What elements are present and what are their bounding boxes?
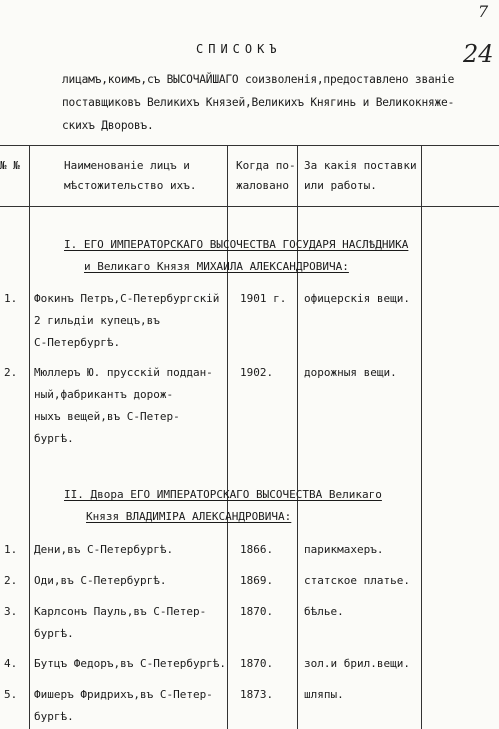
s2-entry-3-goods: бѣлье.: [304, 605, 344, 618]
column-divider-1: [29, 145, 30, 729]
s1-entry-1-name-line-2: 2 гильдіи купецъ,въ: [34, 314, 160, 327]
s1-entry-2-name-line-1: Мюллеръ Ю. прусскій поддан-: [34, 366, 213, 379]
section-2-line-2: Князя ВЛАДИМІРА АЛЕКСАНДРОВИЧА:: [86, 510, 292, 523]
document-title: СПИСОКЪ: [196, 42, 282, 56]
header-when-line-1: Когда по-: [236, 159, 296, 172]
s1-entry-1-year: 1901 г.: [240, 292, 287, 305]
table-top-rule: [0, 145, 499, 146]
s2-entry-1-num: 1.: [4, 543, 18, 556]
s2-entry-2-goods: статское платье.: [304, 574, 410, 587]
section-2-line-1: II. Двора ЕГО ИМПЕРАТОРСКАГО ВЫСОЧЕСТВА Великаго: [64, 488, 382, 501]
s2-entry-3-name-line-1: Карлсонъ Пауль,въ С-Петер-: [34, 605, 207, 618]
s2-entry-1-year: 1866.: [240, 543, 274, 556]
section-1-heading: [64, 234, 408, 278]
s2-entry-2-name: Оди,въ С-Петербургѣ.: [34, 574, 167, 587]
header-name-line-2: мѣстожительство ихъ.: [64, 179, 197, 192]
s2-entry-5-goods: шляпы.: [304, 688, 344, 701]
column-divider-3: [297, 145, 298, 729]
s1-entry-1-name-line-3: С-Петербургѣ.: [34, 336, 121, 349]
section-2-heading: [64, 484, 382, 528]
table-header-rule: [0, 206, 499, 207]
header-what-line-2: или работы.: [304, 179, 377, 192]
section-1-line-1: I. ЕГО ИМПЕРАТОРСКАГО ВЫСОЧЕСТВА ГОСУДАРЯ НАСЛѢДНИКА: [64, 238, 409, 251]
subtitle-line-1: лицамъ,коимъ,съ ВЫСОЧАЙШАГО соизволенія,предоставлено званіе: [62, 73, 455, 86]
s2-entry-4-year: 1870.: [240, 657, 274, 670]
s2-entry-5-name-line-1: Фишеръ Фридрихъ,въ С-Петер-: [34, 688, 213, 701]
header-what: [304, 156, 417, 196]
s2-entry-5-year: 1873.: [240, 688, 274, 701]
s2-entry-1-name: Дени,въ С-Петербургѣ.: [34, 543, 174, 556]
column-divider-2: [227, 145, 228, 729]
s1-entry-1-num: 1.: [4, 292, 18, 305]
s1-entry-1-goods: офицерскія вещи.: [304, 292, 410, 305]
s1-entry-1-name-line-1: Фокинъ Петръ,С-Петербургскій: [34, 292, 220, 305]
s2-entry-4-num: 4.: [4, 657, 18, 670]
s2-entry-5-name: [34, 684, 213, 728]
s2-entry-4-goods: зол.и брил.вещи.: [304, 657, 410, 670]
s1-entry-1-name: [34, 288, 219, 354]
header-name-line-1: Наименованіе лицъ и: [64, 159, 190, 172]
s2-entry-3-name: [34, 601, 206, 645]
s2-entry-5-name-line-2: бургѣ.: [34, 710, 74, 723]
header-when-line-2: жаловано: [236, 179, 289, 192]
s1-entry-2-name-line-4: бургѣ.: [34, 432, 74, 445]
corner-mark-top: 7: [478, 2, 489, 21]
s1-entry-2-name-line-3: ныхъ вещей,въ С-Петер-: [34, 410, 180, 423]
s1-entry-2-name: [34, 362, 213, 450]
s2-entry-3-name-line-2: бургѣ.: [34, 627, 74, 640]
header-what-line-1: За какія поставки: [304, 159, 417, 172]
page-number-mark: 24: [463, 40, 494, 68]
s1-entry-2-goods: дорожныя вещи.: [304, 366, 397, 379]
subtitle-line-2: поставщиковъ Великихъ Князей,Великихъ Княгинь и Великокняже-: [62, 96, 455, 109]
header-num: № №: [0, 159, 20, 172]
subtitle-line-3: скихъ Дворовъ.: [62, 119, 154, 132]
s2-entry-3-num: 3.: [4, 605, 18, 618]
s2-entry-4-name: Бутцъ Федоръ,въ С-Петербургѣ.: [34, 657, 227, 670]
s1-entry-2-year: 1902.: [240, 366, 274, 379]
header-when: [236, 156, 296, 196]
s2-entry-5-num: 5.: [4, 688, 18, 701]
s2-entry-1-goods: парикмахеръ.: [304, 543, 384, 556]
column-divider-4: [421, 145, 422, 729]
header-name: [64, 156, 196, 196]
s2-entry-2-num: 2.: [4, 574, 18, 587]
s1-entry-2-num: 2.: [4, 366, 18, 379]
s2-entry-3-year: 1870.: [240, 605, 274, 618]
s1-entry-2-name-line-2: ный,фабрикантъ дорож-: [34, 388, 174, 401]
s2-entry-2-year: 1869.: [240, 574, 274, 587]
section-1-line-2: и Великаго Князя МИХАИЛА АЛЕКСАНДРОВИЧА:: [84, 260, 349, 273]
